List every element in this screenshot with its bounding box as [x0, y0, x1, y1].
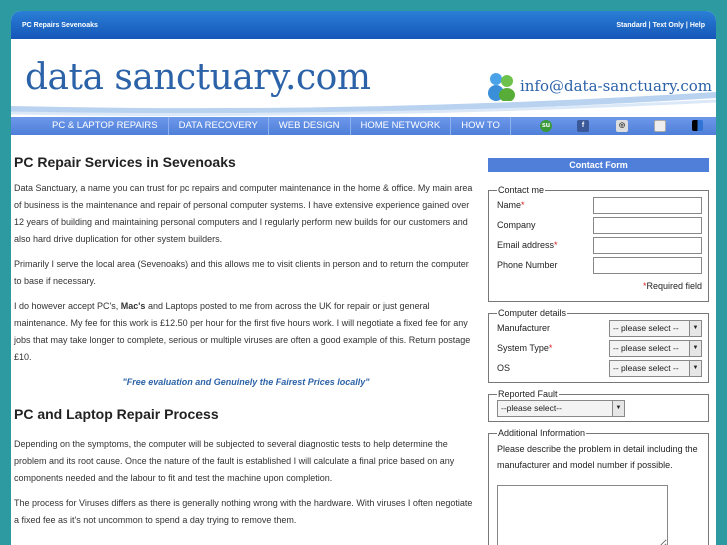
email-label: Email address* — [497, 240, 558, 250]
top-links: Standard | Text Only | Help — [616, 21, 705, 29]
delicious-icon[interactable] — [654, 120, 666, 132]
help-link[interactable]: Help — [689, 21, 705, 29]
contact-me-fieldset — [488, 185, 709, 302]
chevron-down-icon: ▼ — [689, 341, 701, 356]
diagnostic-paragraph: Depending on the symptoms, the computer will be subjected to several diagnostic tests to help determine the problem and its root cause. Once the nature of the fault is established I will calculate a final price based on any components needed and the labour to fit and test the machine upon completion. — [14, 439, 455, 483]
reported-fault-legend: Reported Fault — [498, 389, 558, 399]
manufacturer-select[interactable]: -- please select -- ▼ — [609, 320, 702, 337]
phone-field[interactable] — [593, 257, 702, 274]
company-field[interactable] — [593, 217, 702, 234]
intro-paragraph: Data Sanctuary, a name you can trust for pc repairs and computer maintenance in the home & office. My main area of business is the maintenance and repair of personal computer systems. I have extensive experience gained over 12 years of building and maintaining personal computers and I regularly perform new builds for our customers and also hard drive duplication for other system builders. — [14, 183, 473, 244]
email-field[interactable] — [593, 237, 702, 254]
os-select[interactable]: -- please select -- ▼ — [609, 360, 702, 377]
messenger-buddies-icon — [484, 71, 518, 101]
site-header — [11, 39, 716, 117]
local-area-paragraph: Primarily I serve the local area (Sevenoaks) and this allows me to visit clients in person and to return the computer to base if necessary. — [14, 259, 469, 286]
problem-description-textarea[interactable] — [497, 485, 668, 545]
viruses-paragraph: The process for Viruses differs as there is generally nothing wrong with the hardware. With viruses I often negotiate a fixed fee as it's not uncommon to spend a day trying to remove them. — [14, 498, 473, 525]
digg-icon[interactable]: ◎ — [616, 120, 628, 132]
additional-info-description: Please describe the problem in detail including the manufacturer and model number if possible. — [497, 444, 698, 470]
main-content — [11, 153, 481, 537]
additional-info-legend: Additional Information — [498, 428, 586, 438]
reported-fault-fieldset — [488, 389, 709, 422]
page-title: PC Repair Services in Sevenoaks — [14, 154, 236, 170]
chevron-down-icon: ▼ — [689, 321, 701, 336]
free-evaluation-quote: "Free evaluation and Genuinely the Fairest Prices locally" — [122, 377, 370, 387]
postal-paragraph: I do however accept PC's, Mac's and Laptops posted to me from across the UK for repair or just general maintenance. My fee for this work is £12.50 per hour for the first five hours work. I will negotiate a fixed fee for any jobs that may take longer to complete, serious or multiple viruses are often a good example of this. Return postage £10. — [14, 301, 471, 362]
nav-pc-laptop-repairs[interactable]: PC & LAPTOP REPAIRS — [42, 117, 169, 135]
nav-web-design[interactable]: WEB DESIGN — [269, 117, 351, 135]
contact-form-title: Contact Form — [488, 158, 709, 172]
site-name: PC Repairs Sevenoaks — [22, 21, 98, 29]
facebook-icon[interactable]: f — [577, 120, 589, 132]
contact-me-legend: Contact me — [498, 185, 545, 195]
main-nav — [11, 117, 716, 135]
company-label: Company — [497, 220, 536, 230]
manufacturer-label: Manufacturer — [497, 323, 551, 333]
system-type-select[interactable]: -- please select -- ▼ — [609, 340, 702, 357]
required-note: *Required field — [642, 281, 702, 291]
os-label: OS — [497, 363, 511, 373]
contact-form — [488, 158, 709, 545]
text-only-link[interactable]: Text Only — [652, 21, 684, 29]
additional-info-fieldset — [488, 428, 709, 545]
computer-details-legend: Computer details — [498, 308, 567, 318]
chevron-down-icon: ▼ — [612, 401, 624, 416]
delicious-squares-icon[interactable] — [692, 120, 703, 131]
email-address: info@data-sanctuary.com — [519, 77, 712, 95]
phone-label: Phone Number — [497, 260, 558, 270]
site-logo[interactable]: data sanctuary.com — [25, 57, 371, 98]
system-type-label: System Type* — [497, 343, 553, 353]
top-bar — [11, 11, 716, 39]
name-label: Name* — [497, 200, 525, 210]
computer-details-fieldset — [488, 308, 709, 383]
stumbleupon-icon[interactable]: su — [540, 120, 552, 132]
reported-fault-select[interactable]: --please select-- ▼ — [497, 400, 625, 417]
page-frame — [11, 11, 716, 545]
email-contact[interactable] — [484, 71, 712, 101]
macs-bold: Mac's — [120, 301, 146, 311]
name-field[interactable] — [593, 197, 702, 214]
process-heading: PC and Laptop Repair Process — [14, 406, 219, 422]
nav-data-recovery[interactable]: DATA RECOVERY — [169, 117, 269, 135]
nav-how-to[interactable]: HOW TO — [451, 117, 511, 135]
nav-home-network[interactable]: HOME NETWORK — [351, 117, 452, 135]
chevron-down-icon: ▼ — [689, 361, 701, 376]
standard-link[interactable]: Standard — [616, 21, 647, 29]
